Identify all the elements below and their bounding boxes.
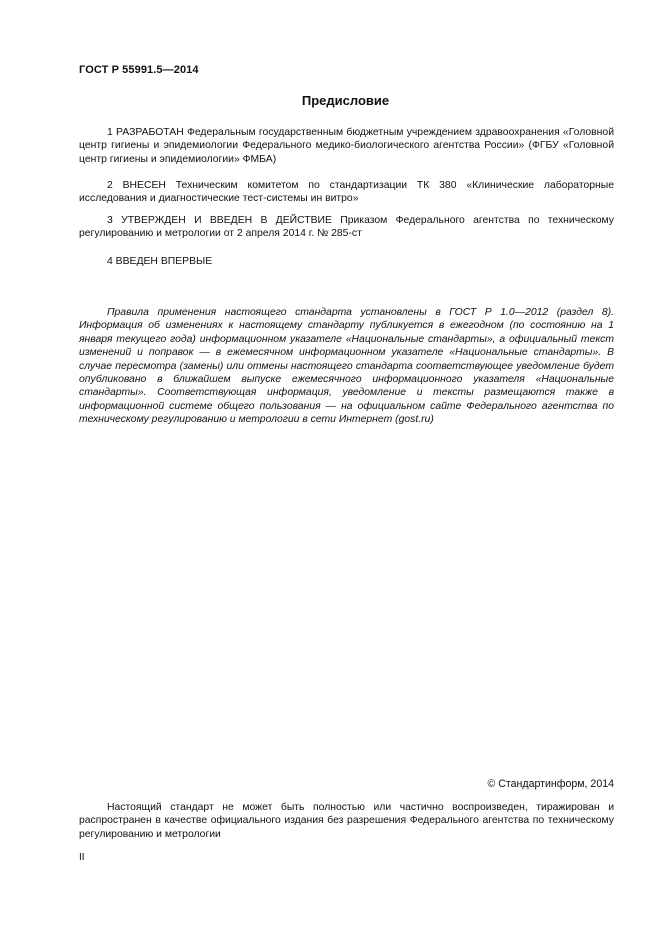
page-number: II <box>79 852 85 863</box>
page-title: Предисловие <box>301 93 390 108</box>
application-rules-notice: Правила применения настоящего стандарта установлены в ГОСТ Р 1.0—2012 (раздел 8). Информация об изменениях к настоящему стандарту публикуется в ежегодном (по состоянию на 1 января текущего года) информационном указателе «Национальные стандарты», а официальный текст изменений и поправок — в ежемесячном информационном указателе «Национальные стандарты». В случае пересмотра (замены) или отмены настоящего стандарта соответствующее уведомление будет опубликовано в ближайшем выпуске ежемесячного информационного указателя «Национальные стандарты». Соответствующая информация, уведомление и тексты размещаются также в информационной системе общего пользования — на официальном сайте Федерального агентства по техническому регулированию и метрологии в сети Интернет (gost.ru) <box>79 307 614 426</box>
paragraph-first-introduced: 4 ВВЕДЕН ВПЕРВЫЕ <box>107 256 213 267</box>
paragraph-approved: 3 УТВЕРЖДЕН И ВВЕДЕН В ДЕЙСТВИЕ Приказом Федерального агентства по техническому регулированию и метрологии от 2 апреля 2014 г. № 285-ст <box>79 215 614 240</box>
copyright: © Стандартинформ, 2014 <box>487 778 614 790</box>
reproduction-notice: Настоящий стандарт не может быть полностью или частично воспроизведен, тиражирован и распространен в качестве официального издания без разрешения Федерального агентства по техническому регулированию и метрологии <box>79 802 614 840</box>
document-code: ГОСТ Р 55991.5—2014 <box>79 64 199 76</box>
paragraph-submitted-by: 2 ВНЕСЕН Техническим комитетом по стандартизации ТК 380 «Клинические лабораторные исследования и диагностические тест-системы ин витро» <box>79 180 614 205</box>
paragraph-developed-by: 1 РАЗРАБОТАН Федеральным государственным бюджетным учреждением здравоохранения «Головной центр гигиены и эпидемиологии Федерального медико-биологического агентства России» (ФГБУ «Головной центр гигиены и эпидемиологии» ФМБА) <box>79 127 614 165</box>
